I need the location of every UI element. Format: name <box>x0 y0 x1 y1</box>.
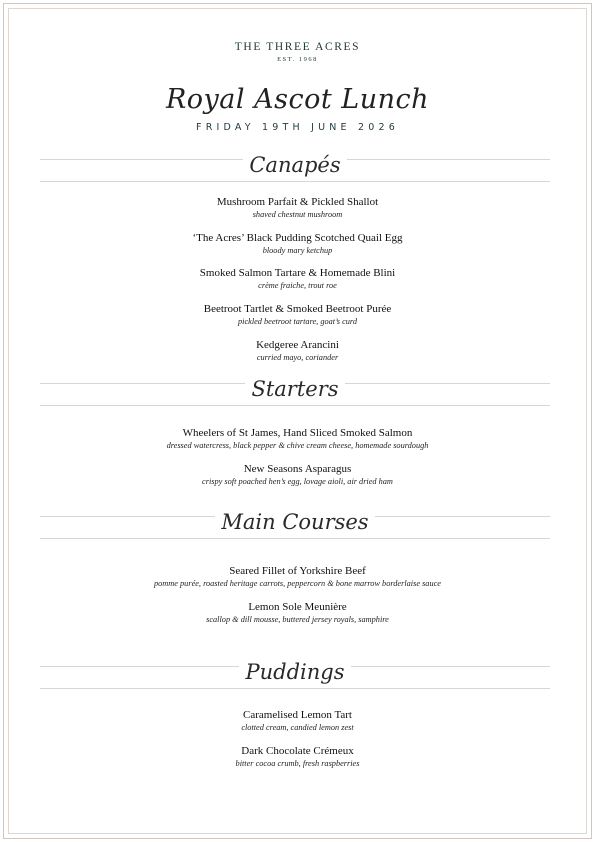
dish-description: curried mayo, coriander <box>256 353 339 362</box>
divider <box>40 405 550 406</box>
menu-item <box>0 565 595 589</box>
menu-item <box>0 745 595 769</box>
restaurant-name: THE THREE ACRES <box>234 41 361 53</box>
dish-description: bitter cocoa crumb, fresh raspberries <box>235 759 360 768</box>
dish-description: bloody mary ketchup <box>262 246 333 255</box>
event-title: Royal Ascot Lunch <box>165 84 430 115</box>
menu-item <box>0 267 595 291</box>
dish-name: Seared Fillet of Yorkshire Beef <box>229 565 366 577</box>
dish-name: ‘The Acres’ Black Pudding Scotched Quail Egg <box>192 232 403 244</box>
menu-item <box>0 709 595 733</box>
dish-name: New Seasons Asparagus <box>243 463 352 475</box>
established-year: EST. 1968 <box>277 56 318 63</box>
dish-name: Caramelised Lemon Tart <box>243 709 352 721</box>
section-header-starters <box>40 377 550 415</box>
dish-name: Dark Chocolate Crémeux <box>241 745 354 757</box>
menu-item <box>0 196 595 220</box>
menu-item <box>0 463 595 487</box>
menu-item <box>0 232 595 256</box>
menu-item <box>0 303 595 327</box>
dish-description: crispy soft poached hen’s egg, lovage aioli, air dried ham <box>202 477 393 486</box>
dish-description: clotted cream, candied lemon zest <box>241 723 354 732</box>
section-title: Main Courses <box>215 510 374 534</box>
menu-item <box>0 427 595 451</box>
menu-item <box>0 601 595 625</box>
dish-name: Smoked Salmon Tartare & Homemade Blini <box>199 267 396 279</box>
menu-item <box>0 339 595 363</box>
dish-name: Kedgeree Arancini <box>256 339 339 351</box>
event-date: FRIDAY 19TH JUNE 2026 <box>196 122 399 133</box>
dish-description: scallop & dill mousse, buttered jersey royals, samphire <box>206 615 389 624</box>
section-title: Canapés <box>243 153 346 177</box>
dish-name: Lemon Sole Meunière <box>248 601 347 613</box>
section-header-canapes <box>40 153 550 191</box>
divider <box>40 688 550 689</box>
section-header-puddings <box>40 660 550 698</box>
divider <box>40 181 550 182</box>
section-header-main-courses <box>40 510 550 548</box>
dish-description: dressed watercress, black pepper & chive cream cheese, homemade sourdough <box>166 441 429 450</box>
dish-name: Beetroot Tartlet & Smoked Beetroot Purée <box>203 303 392 315</box>
dish-name: Mushroom Parfait & Pickled Shallot <box>216 196 379 208</box>
dish-name: Wheelers of St James, Hand Sliced Smoked Salmon <box>182 427 413 439</box>
divider <box>40 538 550 539</box>
dish-description: pomme purée, roasted heritage carrots, peppercorn & bone marrow borderlaise sauce <box>154 579 441 588</box>
dish-description: pickled beetroot tartare, goat’s curd <box>238 317 357 326</box>
section-title: Puddings <box>239 660 350 684</box>
dish-description: shaved chestnut mushroom <box>252 210 343 219</box>
section-title: Starters <box>245 377 344 401</box>
dish-description: crème fraiche, trout roe <box>258 281 337 290</box>
